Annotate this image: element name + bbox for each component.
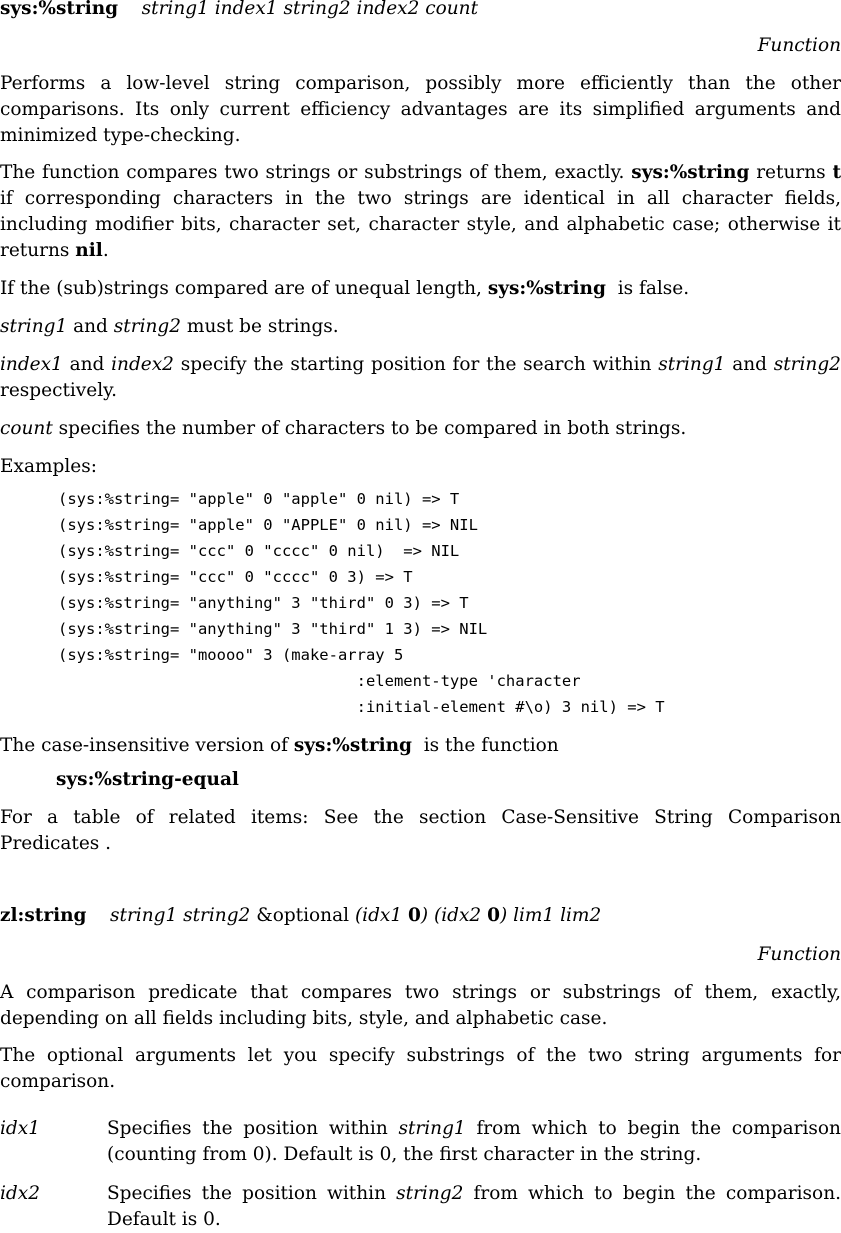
definition-item-idx2: [0, 1181, 841, 1231]
code-example-4: (sys:%string= "ccc" 0 "cccc" 0 3) => T: [58, 568, 413, 586]
definition-item-idx1: [0, 1116, 841, 1176]
code-example-2: (sys:%string= "apple" 0 "APPLE" 0 nil) => NIL: [58, 516, 478, 534]
code-example-1: (sys:%string= "apple" 0 "apple" 0 nil) => T: [58, 490, 460, 508]
code-example-5: (sys:%string= "anything" 3 "third" 0 3) => T: [58, 594, 469, 612]
function-kind-label: Function: [757, 944, 841, 965]
code-example-7-cont-1: :element-type 'character: [58, 672, 581, 690]
paragraph-optional-args: The optional arguments let you specify substrings of the two string arguments for comparison.: [0, 1045, 841, 1092]
paragraph-behavior: The function compares two strings or substrings of them, exactly. sys:%string returns t if corresponding characters in the two strings are identical in all character fields, including modifier bits, character set, character style, and alphabetic case; otherwise it returns nil.: [0, 162, 841, 261]
function-kind-label: Function: [757, 35, 841, 56]
paragraph-related-items: For a table of related items: See the section Case-Sensitive String Comparison Predicates .: [0, 807, 841, 854]
paragraph-count-arg: count specifies the number of characters to be compared in both strings.: [0, 418, 687, 439]
code-example-7-cont-2: :initial-element #\o) 3 nil) => T: [58, 698, 665, 716]
definition-text: Specifies the position within string2 from which to begin the comparison. Default is 0.: [107, 1183, 841, 1230]
paragraph-case-insensitive: The case-insensitive version of sys:%string is the function: [0, 735, 559, 756]
function-name-string-equal: sys:%string-equal: [56, 769, 239, 790]
examples-label: Examples:: [0, 456, 97, 477]
paragraph-string-args: string1 and string2 must be strings.: [0, 316, 339, 337]
code-example-6: (sys:%string= "anything" 3 "third" 1 3) => NIL: [58, 620, 488, 638]
code-example-3: (sys:%string= "ccc" 0 "cccc" 0 nil) => NIL: [58, 542, 460, 560]
paragraph-description: Performs a low-level string comparison, possibly more efficiently than the other comparisons. Its only current efficiency advantages are its simplified arguments and minimized type-checking.: [0, 73, 841, 146]
paragraph-index-args: index1 and index2 specify the starting position for the search within string1 and string2 respectively.: [0, 354, 841, 401]
paragraph-predicate: A comparison predicate that compares two strings or substrings of them, exactly, depending on all fields including bits, style, and alphabetic case.: [0, 982, 841, 1029]
definition-term: idx2: [0, 1183, 40, 1204]
entry-header-sys-string: [0, 0, 841, 22]
function-name: zl:string: [0, 905, 87, 926]
paragraph-unequal-length: If the (sub)strings compared are of unequal length, sys:%string is false.: [0, 278, 690, 299]
function-name: sys:%string: [0, 0, 119, 19]
function-args: string1 index1 string2 index2 count: [141, 0, 479, 19]
definition-term: idx1: [0, 1118, 40, 1139]
definition-text: Specifies the position within string1 from which to begin the comparison (counting from 0). Default is 0, the first character in the string.: [107, 1118, 841, 1165]
entry-header-zl-string: zl:string string1 string2 &optional (idx1 0) (idx2 0) lim1 lim2: [0, 905, 602, 926]
code-example-7: (sys:%string= "moooo" 3 (make-array 5: [58, 646, 404, 664]
